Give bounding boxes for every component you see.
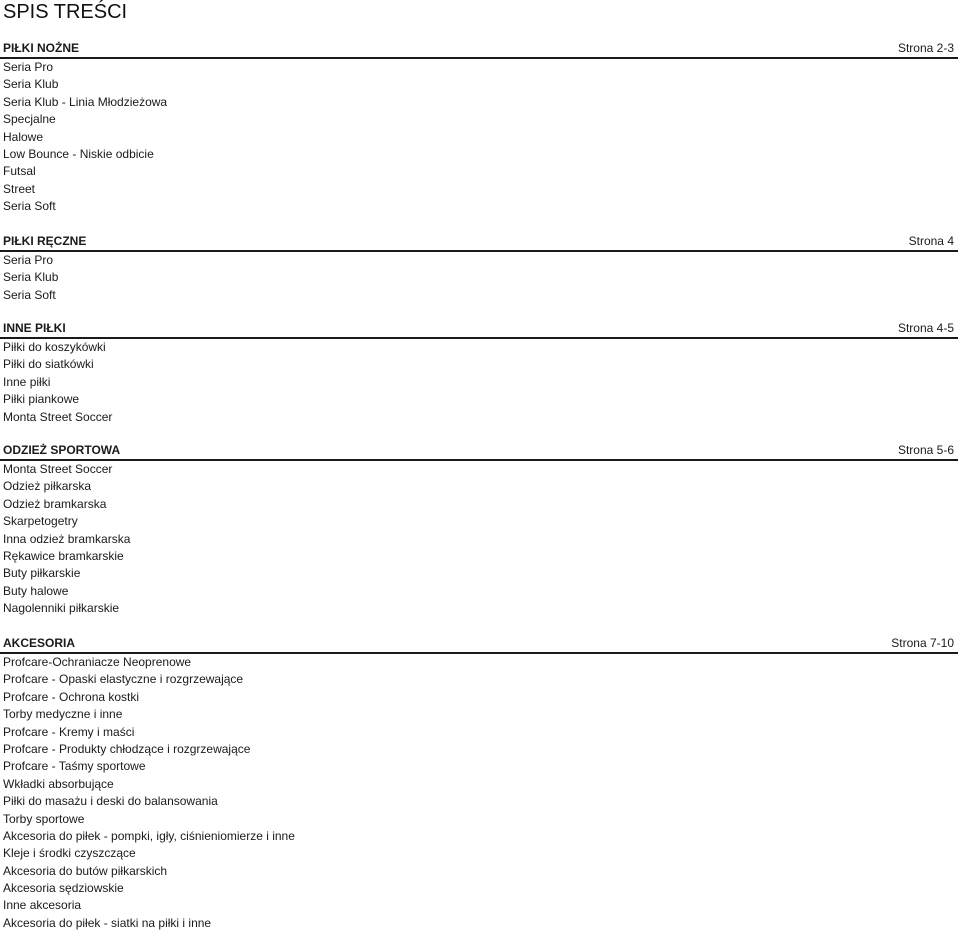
section-akcesoria [0, 635, 958, 932]
toc-item: Monta Street Soccer [3, 462, 113, 476]
toc-item: Monta Street Soccer [3, 409, 113, 424]
toc-item: Low Bounce - Niskie odbicie [3, 146, 154, 161]
toc-item: Halowe [3, 129, 44, 144]
toc-item: Torby medyczne i inne [3, 707, 123, 722]
toc-item: Skarpetogetry [3, 514, 78, 529]
toc-item: Piłki do masażu i deski do balansowania [3, 794, 218, 809]
toc-item: Piłki do koszykówki [3, 340, 106, 354]
toc-item: Futsal [3, 164, 36, 179]
toc-item: Akcesoria do piłek - pompki, igły, ciśnieniomierze i inne [3, 828, 295, 843]
toc-item: Profcare - Opaski elastyczne i rozgrzewające [3, 672, 244, 687]
section-page-range: Strona 5-6 [897, 443, 954, 457]
toc-item: Seria Soft [3, 199, 56, 214]
toc-item: Profcare - Taśmy sportowe [3, 759, 146, 774]
toc-item: Akcesoria do butów piłkarskich [3, 863, 168, 878]
toc-item: Seria Pro [3, 60, 54, 74]
toc-item: Seria Klub - Linia Młodzieżowa [3, 94, 168, 109]
section-title: AKCESORIA [3, 636, 76, 650]
section-pilki-reczne [0, 233, 958, 304]
toc-item: Nagolenniki piłkarskie [3, 601, 120, 616]
toc-item: Piłki do siatkówki [3, 357, 94, 372]
toc-item: Profcare-Ochraniacze Neoprenowe [3, 655, 192, 669]
section-item-list [0, 59, 958, 216]
toc-item: Seria Pro [3, 253, 54, 267]
section-header [0, 40, 958, 59]
toc-item: Rękawice bramkarskie [3, 548, 124, 563]
toc-item: Piłki piankowe [3, 392, 80, 407]
page-title: SPIS TREŚCI [3, 1, 128, 23]
section-title: PIŁKI RĘCZNE [3, 234, 87, 248]
toc-item: Street [3, 181, 36, 196]
toc-item: Akcesoria do piłek - siatki na piłki i inne [3, 915, 212, 930]
section-page-range: Strona 4-5 [897, 321, 954, 335]
toc-item: Odzież bramkarska [3, 496, 107, 511]
toc-item: Profcare - Produkty chłodzące i rozgrzewające [3, 741, 251, 756]
section-item-list [0, 461, 958, 618]
toc-item: Inne piłki [3, 374, 51, 389]
section-item-list [0, 339, 958, 426]
section-page-range: Strona 4 [908, 234, 954, 248]
toc-item: Seria Klub [3, 77, 59, 92]
section-item-list [0, 252, 958, 304]
section-title: PIŁKI NOŻNE [3, 41, 80, 55]
toc-item: Odzież piłkarska [3, 479, 92, 494]
toc-item: Torby sportowe [3, 811, 85, 826]
section-inne-pilki [0, 320, 958, 426]
section-title: ODZIEŻ SPORTOWA [3, 443, 121, 457]
toc-item: Seria Soft [3, 287, 56, 302]
toc-item: Kleje i środki czyszczące [3, 846, 136, 861]
toc-item: Inna odzież bramkarska [3, 531, 131, 546]
toc-item: Wkładki absorbujące [3, 776, 114, 791]
toc-item: Buty halowe [3, 583, 69, 598]
section-odziez-sportowa [0, 442, 958, 618]
section-page-range: Strona 7-10 [891, 636, 954, 650]
section-page-range: Strona 2-3 [897, 41, 954, 55]
section-header [0, 442, 958, 461]
section-header [0, 635, 958, 654]
toc-item: Profcare - Ochrona kostki [3, 689, 140, 704]
toc-item: Buty piłkarskie [3, 566, 81, 581]
section-header [0, 233, 958, 252]
section-pilki-nozne [0, 40, 958, 216]
toc-item: Profcare - Kremy i maści [3, 724, 135, 739]
section-item-list [0, 654, 958, 932]
toc-item: Specjalne [3, 112, 56, 127]
toc-item: Akcesoria sędziowskie [3, 881, 124, 896]
toc-item: Inne akcesoria [3, 898, 82, 913]
section-title: INNE PIŁKI [3, 321, 66, 335]
toc-item: Seria Klub [3, 270, 59, 285]
section-header [0, 320, 958, 339]
